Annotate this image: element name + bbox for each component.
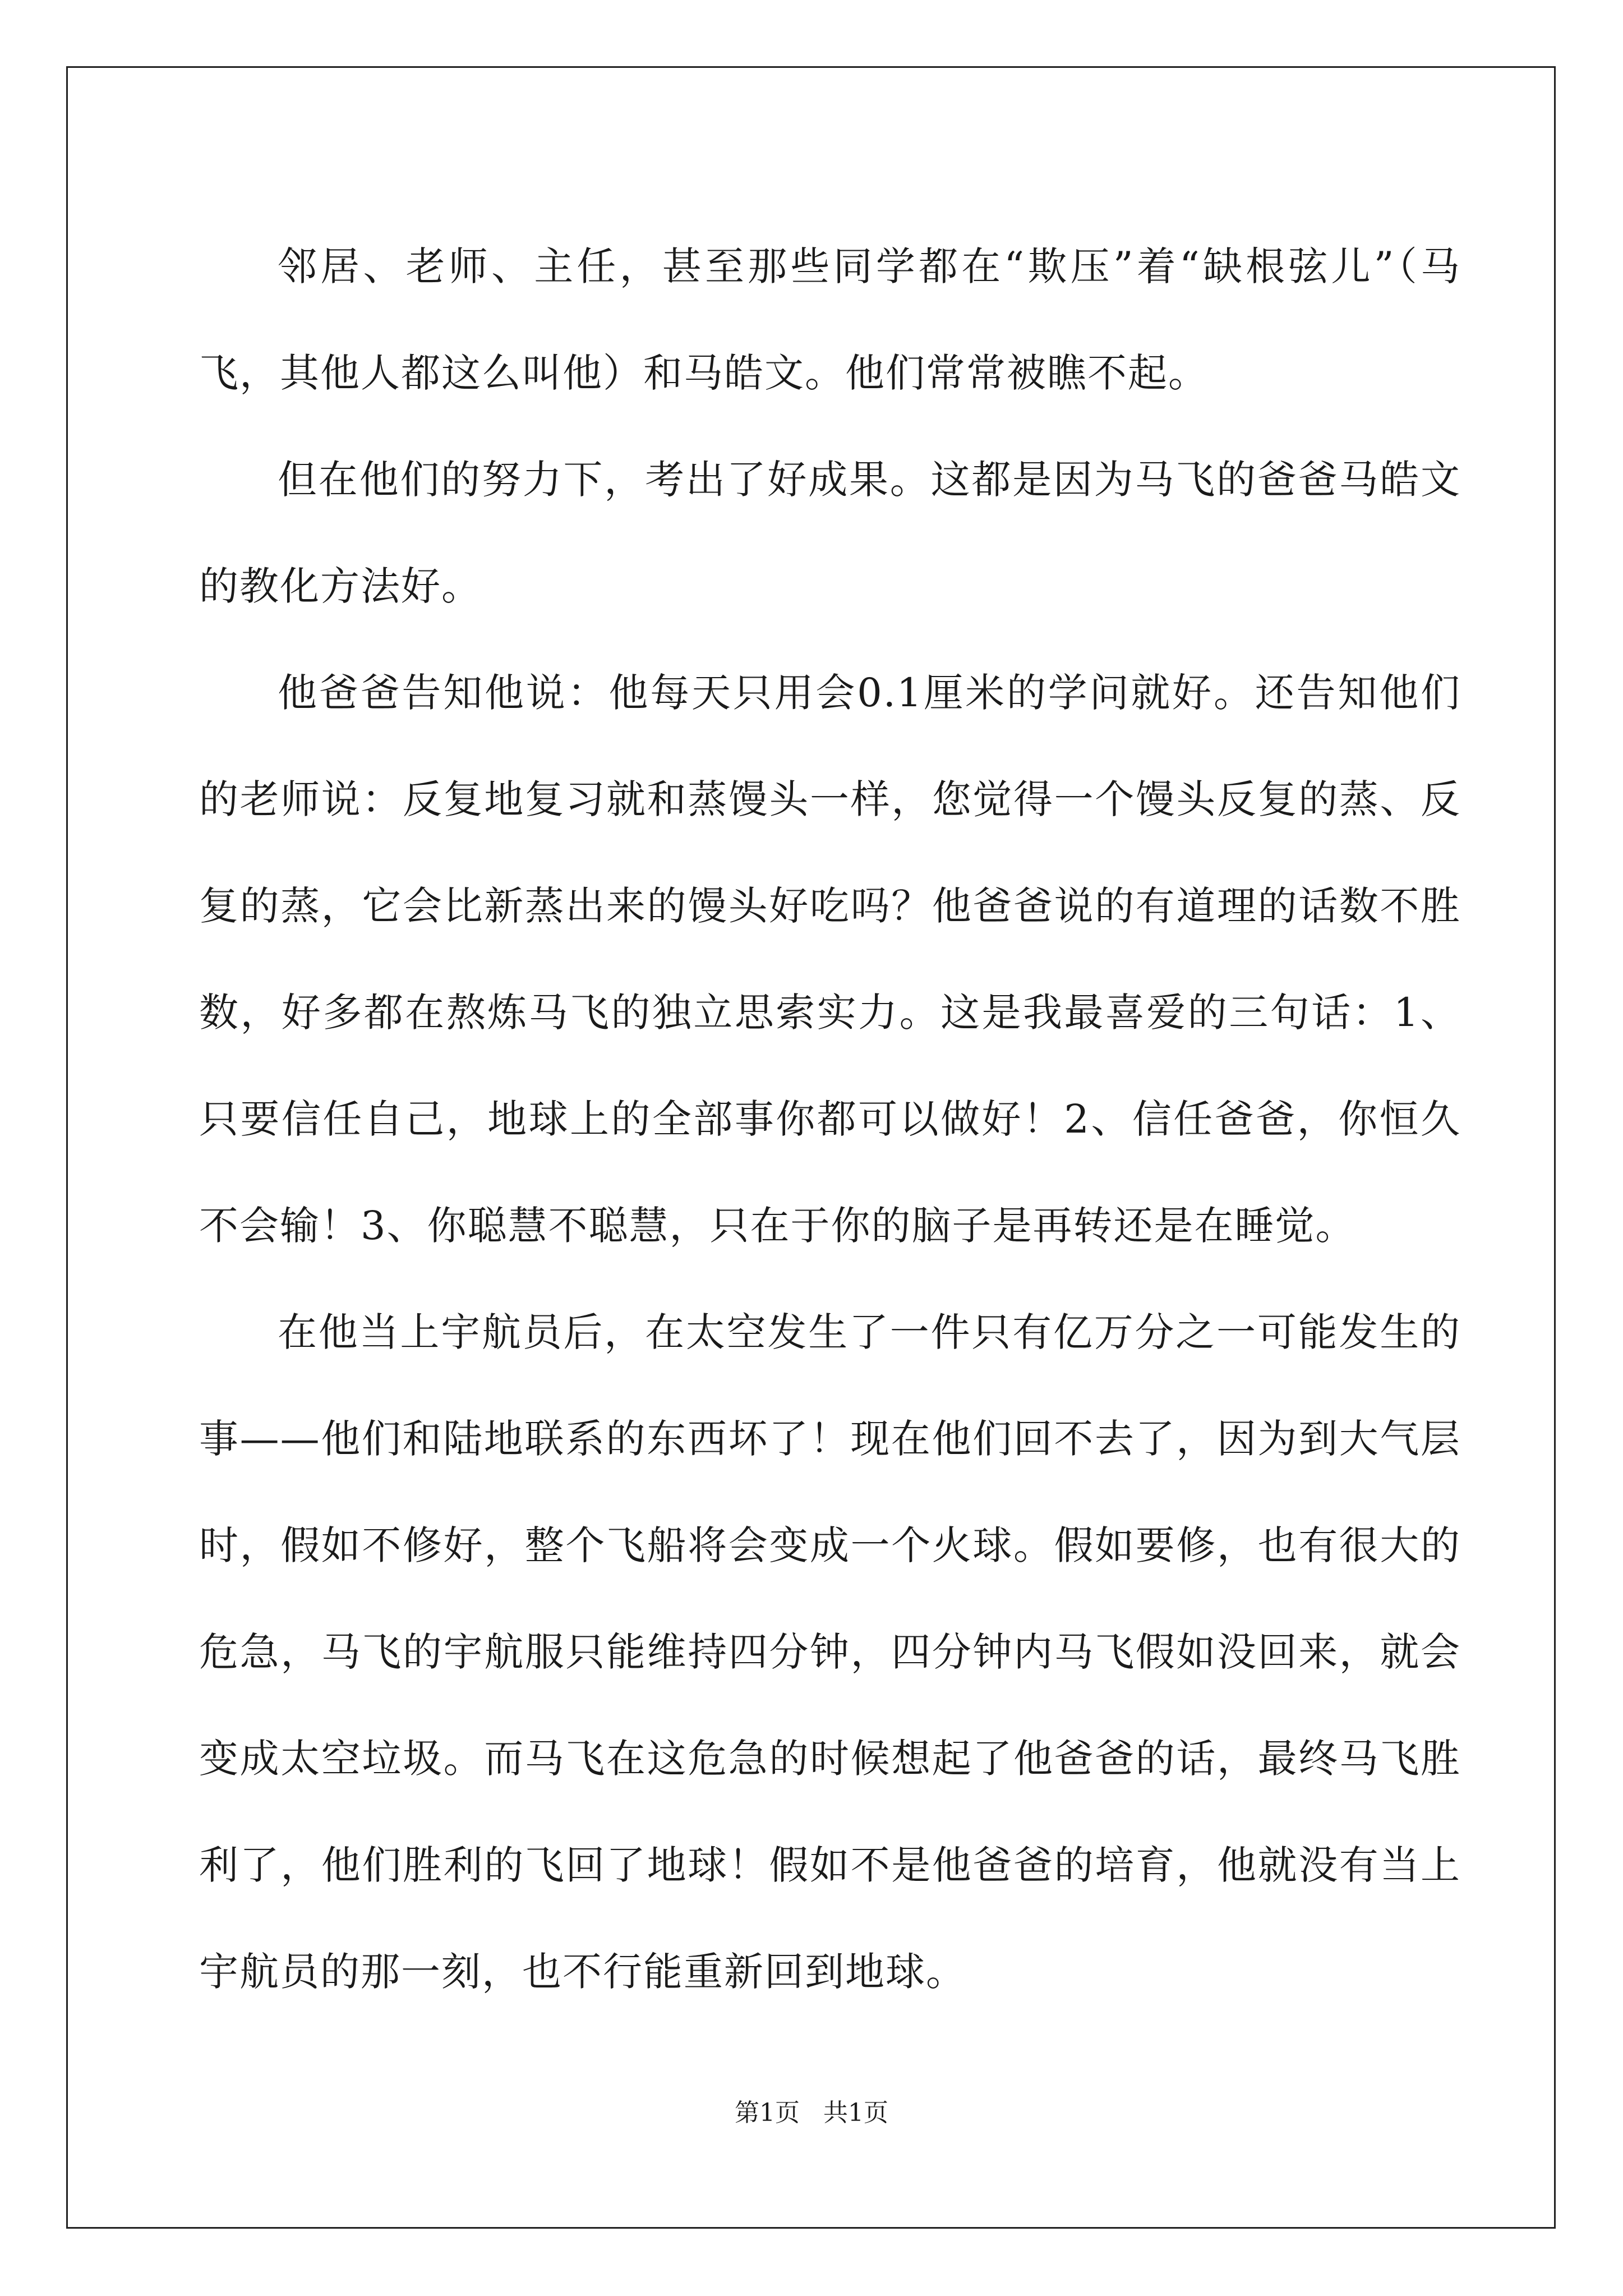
page-footer: 第1页 共1页 [735, 2099, 888, 2127]
paragraph-1: 邻居、老师、主任，甚至那些同学都在“欺压”着“缺根弦儿”（马飞，其他人都这么叫他）和马皓文。他们常常被瞧不起。 [199, 243, 1461, 396]
document-body [199, 213, 1461, 2025]
paragraph-2: 但在他们的努力下，考出了好成果。这都是因为马飞的爸爸马皓文的教化方法好。 [199, 457, 1461, 609]
paragraph-3: 他爸爸告知他说：他每天只用会0.1厘米的学问就好。还告知他们的老师说：反复地复习就和蒸馒头一样，您觉得一个馒头反复的蒸、反复的蒸，它会比新蒸出来的馒头好吃吗？他爸爸说的有道理的话数不胜数，好多都在熬炼马飞的独立思索实力。这是我最喜爱的三句话：1、只要信任自己，地球上的全部事你都可以做好！2、信任爸爸，你恒久不会输！3、你聪慧不聪慧，只在于你的脑子是再转还是在睡觉。 [199, 670, 1461, 1249]
paragraph-4: 在他当上宇航员后，在太空发生了一件只有亿万分之一可能发生的事——他们和陆地联系的东西坏了！现在他们回不去了，因为到大气层时，假如不修好，整个飞船将会变成一个火球。假如要修，也有很大的危急，马飞的宇航服只能维持四分钟，四分钟内马飞假如没回来，就会变成太空垃圾。而马飞在这危急的时候想起了他爸爸的话，最终马飞胜利了，他们胜利的飞回了地球！假如不是他爸爸的培育，他就没有当上宇航员的那一刻，也不行能重新回到地球。 [199, 1309, 1461, 1995]
